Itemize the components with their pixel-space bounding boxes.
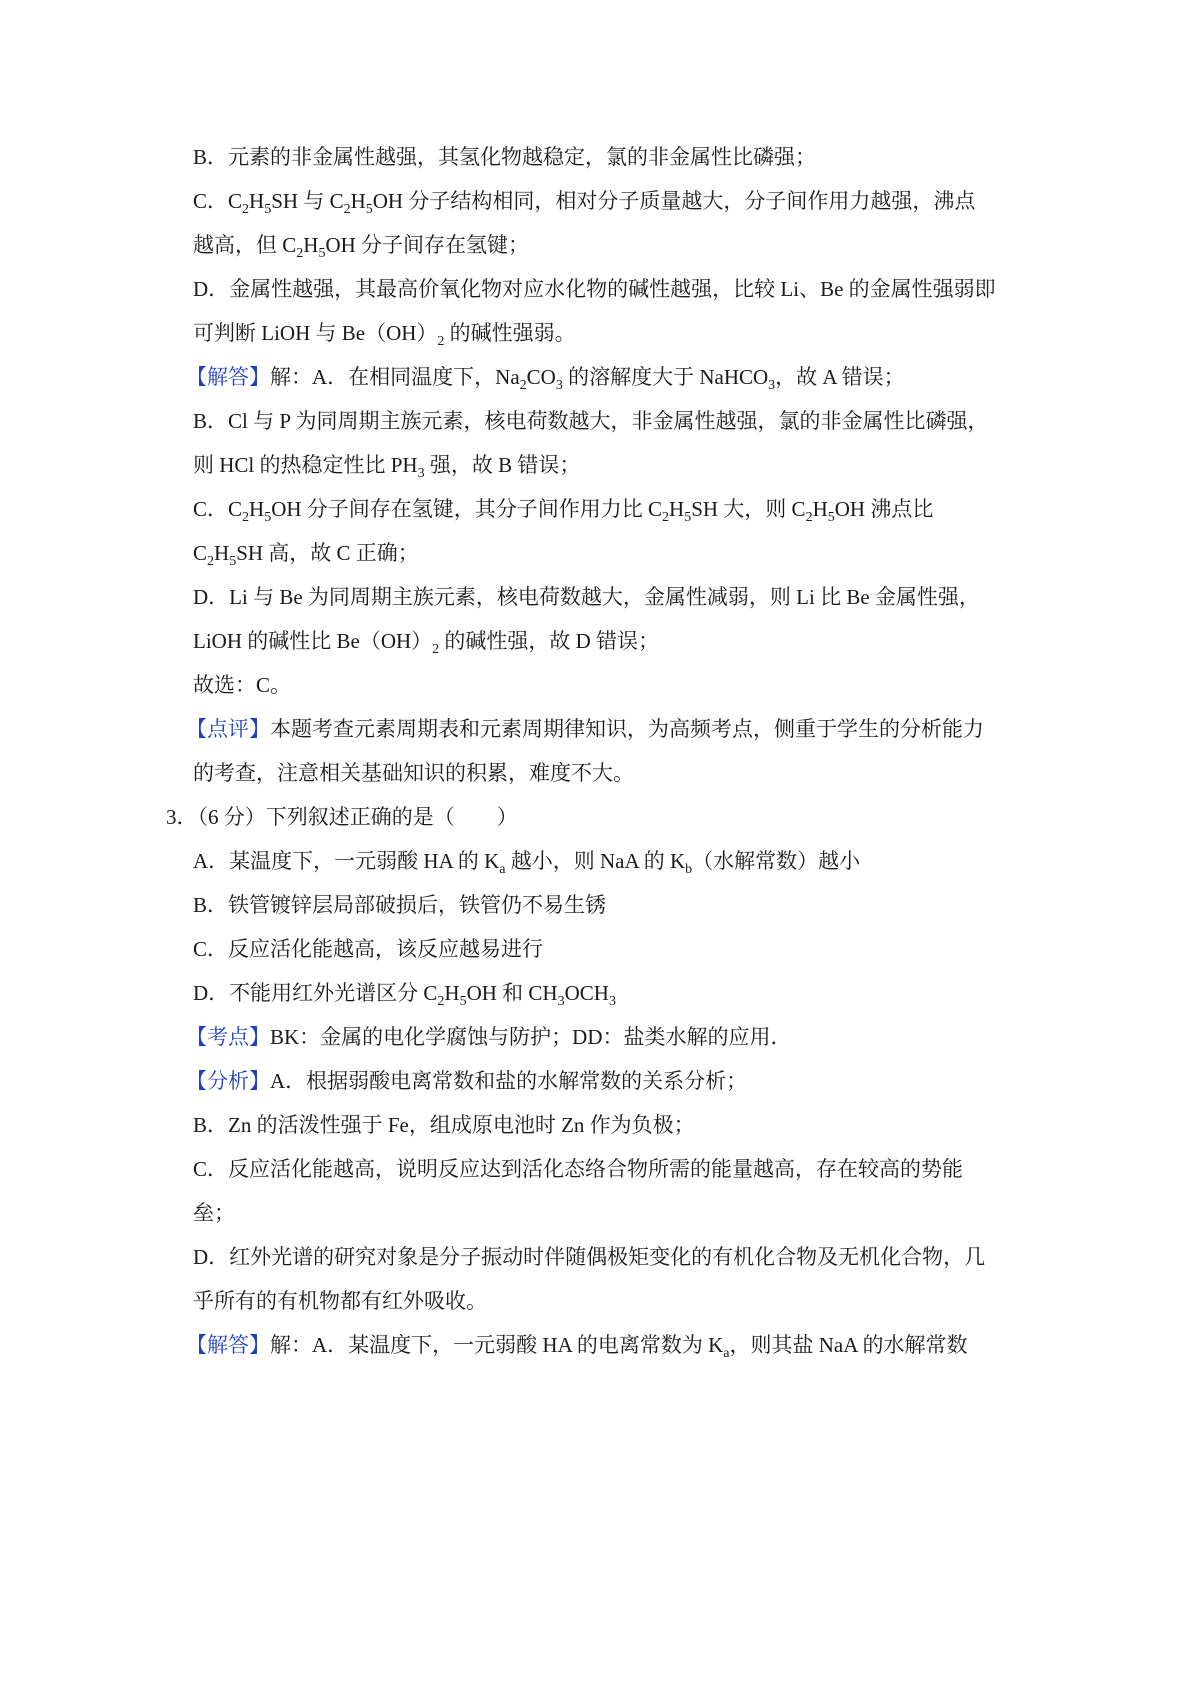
analysis-c-line-2: 越高，但 $C_2H_5OH$ 分子间存在氢键； — [193, 233, 530, 261]
fenxi-tag: 【分析】 — [186, 1069, 270, 1093]
fenxi-d-line-2: 乎所有的有机物都有红外吸收。 — [193, 1289, 487, 1313]
answer-a-line: 【解答】解：A．在相同温度下，$Na_2CO_3$ 的溶解度大于 NaHCO$_3$，故 A 错误； — [186, 365, 905, 393]
jieda-line: 【解答】解：A．某温度下，一元弱酸 HA 的电离常数为 $K_a$，则其盐 NaA 的水解常数 — [186, 1333, 968, 1361]
analysis-d-line-2: 可判断 LiOH 与 $Be(OH)_2$ 的碱性强弱。 — [193, 321, 576, 349]
question-3-stem: 3．（6 分）下列叙述正确的是（ ） — [166, 805, 518, 829]
answer-d-line: D．Li 与 Be 为同周期主族元素，核电荷数越大，金属性减弱，则 Li 比 Be 金属性强， — [193, 585, 980, 609]
analysis-d-line: D．金属性越强，其最高价氧化物对应水化物的碱性越强，比较 Li、Be 的金属性强弱即 — [193, 277, 996, 301]
fenxi-b-line: B．Zn 的活泼性强于 Fe，组成原电池时 Zn 作为负极； — [193, 1113, 695, 1137]
answer-tag: 【解答】 — [186, 365, 270, 389]
answer-c-line-2: $C_2H_5SH$ 高，故 C 正确； — [193, 541, 419, 569]
fenxi-c-line: C．反应活化能越高，说明反应达到活化态络合物所需的能量越高，存在较高的势能 — [193, 1157, 964, 1181]
kaodian-tag: 【考点】 — [186, 1025, 270, 1049]
answer-d-line-2: LiOH 的碱性比 $Be(OH)_2$ 的碱性强，故 D 错误； — [193, 629, 660, 657]
fenxi-a-line: 【分析】A．根据弱酸电离常数和盐的水解常数的关系分析； — [186, 1069, 748, 1093]
option-b: B．铁管镀锌层局部破损后，铁管仍不易生锈 — [193, 893, 607, 917]
jieda-tag: 【解答】 — [186, 1333, 270, 1357]
answer-b-line-2: 则 HCl 的热稳定性比 $PH_3$ 强，故 B 错误； — [193, 453, 581, 481]
option-d: D．不能用红外光谱区分 $C_2H_5OH$ 和 $CH_3OCH_3$ — [193, 981, 616, 1009]
option-a: A．某温度下，一元弱酸 HA 的 $K_a$ 越小，则 NaA 的 $K_b$（水解常数）越小 — [193, 849, 861, 877]
answer-c-line: C．$C_2H_5OH$ 分子间存在氢键，其分子间作用力比 $C_2H_5SH$ 大，则 $C_2H_5OH$ 沸点比 — [193, 497, 934, 525]
analysis-b-line: B．元素的非金属性越强，其氢化物越稳定，氯的非金属性比磷强； — [193, 145, 817, 169]
kaodian-line: 【考点】BK：金属的电化学腐蚀与防护；DD：盐类水解的应用． — [186, 1025, 792, 1049]
choice-line: 故选：C。 — [193, 673, 292, 697]
review-tag: 【点评】 — [186, 717, 270, 741]
fenxi-c-line-2: 垒； — [193, 1201, 235, 1225]
review-line: 【点评】本题考查元素周期表和元素周期律知识，为高频考点，侧重于学生的分析能力 — [186, 717, 984, 741]
answer-b-line: B．Cl 与 P 为同周期主族元素，核电荷数越大，非金属性越强，氯的非金属性比磷强， — [193, 409, 989, 433]
fenxi-d-line: D．红外光谱的研究对象是分子振动时伴随偶极矩变化的有机化合物及无机化合物，几 — [193, 1245, 986, 1269]
option-c: C．反应活化能越高，该反应越易进行 — [193, 937, 544, 961]
review-line-2: 的考查，注意相关基础知识的积累，难度不大。 — [193, 761, 634, 785]
analysis-c-line: C．$C_2H_5SH$ 与 $C_2H_5OH$ 分子结构相同，相对分子质量越大，分子间作用力越强，沸点 — [193, 189, 976, 217]
